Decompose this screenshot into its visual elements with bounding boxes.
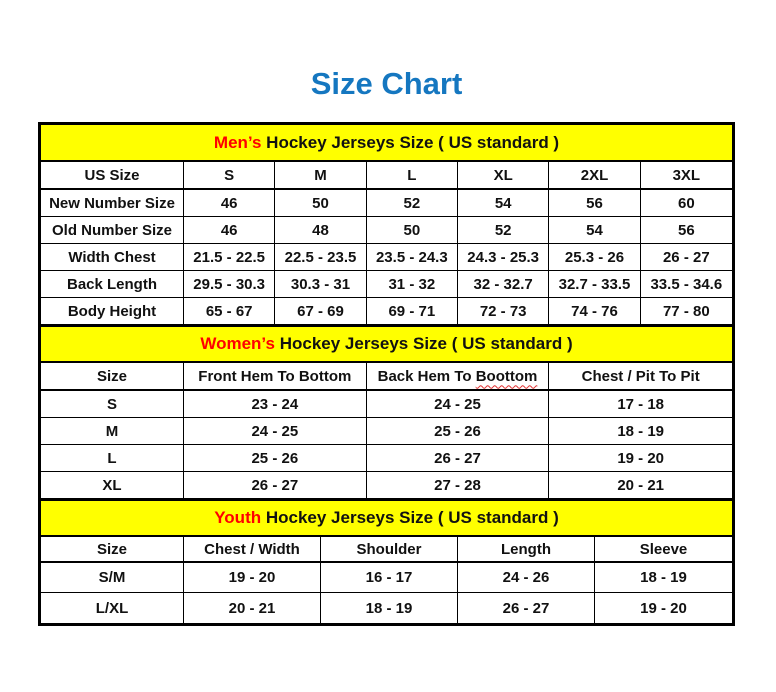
- row-label: L/XL: [41, 593, 184, 623]
- size-value-cell: 24 - 26: [458, 563, 595, 593]
- size-value-cell: 52: [458, 217, 549, 244]
- size-value-cell: 24 - 25: [184, 418, 367, 445]
- size-value-cell: 25 - 26: [184, 445, 367, 472]
- size-value-cell: 25.3 - 26: [549, 244, 640, 271]
- size-value-cell: 23 - 24: [184, 391, 367, 418]
- size-value-cell: 27 - 28: [367, 472, 550, 499]
- size-value-cell: 20 - 21: [184, 593, 321, 623]
- page-title: Size Chart: [310, 66, 463, 101]
- row-label: Width Chest: [41, 244, 184, 271]
- size-value-cell: 26 - 27: [458, 593, 595, 623]
- youth-section-banner: [41, 499, 732, 537]
- size-value-cell: 48: [275, 217, 366, 244]
- size-value-cell: 72 - 73: [458, 298, 549, 325]
- size-value-cell: 67 - 69: [275, 298, 366, 325]
- size-value-cell: 26 - 27: [184, 472, 367, 499]
- size-value-cell: 18 - 19: [549, 418, 732, 445]
- size-value-cell: 19 - 20: [549, 445, 732, 472]
- youth-column-header-chest-width: Chest / Width: [184, 537, 321, 563]
- mens-column-header-m: M: [275, 162, 366, 190]
- size-value-cell: 33.5 - 34.6: [641, 271, 732, 298]
- size-value-cell: 19 - 20: [640, 599, 687, 617]
- size-value-cell: 21.5 - 22.5: [184, 244, 275, 271]
- womens-size-grid: [41, 363, 732, 499]
- size-value-cell: 18 - 19: [321, 593, 458, 623]
- row-label: S/M: [41, 563, 184, 593]
- size-value-cell: 56: [549, 190, 640, 217]
- size-value-cell: 25 - 26: [367, 418, 550, 445]
- back-hem-misspelled-word: Boottom: [475, 367, 538, 385]
- youth-column-header-length: Length: [458, 537, 595, 563]
- size-value-cell: 22.5 - 23.5: [275, 244, 366, 271]
- size-value-cell: 26 - 27: [641, 244, 732, 271]
- size-value-cell: 69 - 71: [367, 298, 458, 325]
- size-value-cell: 30.3 - 31: [275, 271, 366, 298]
- size-value-cell: 18 - 19: [595, 563, 732, 593]
- size-value-cell: 50: [367, 217, 458, 244]
- womens-banner-text: Hockey Jerseys Size ( US standard ): [274, 334, 573, 353]
- mens-column-header-3xl: 3XL: [641, 162, 732, 190]
- youth-column-header-size: Size: [41, 537, 184, 563]
- size-value-cell: 52: [367, 190, 458, 217]
- size-value-cell: 54: [458, 190, 549, 217]
- mens-column-header-2xl: 2XL: [549, 162, 640, 190]
- size-chart-table: [38, 122, 735, 626]
- womens-banner-highlight: Women’s: [200, 334, 275, 353]
- size-value-cell: 54: [549, 217, 640, 244]
- youth-banner-highlight: Youth: [214, 508, 262, 527]
- size-value-cell: 65 - 67: [184, 298, 275, 325]
- womens-column-header-size: Size: [41, 363, 184, 391]
- size-value-cell: 23.5 - 24.3: [367, 244, 458, 271]
- womens-column-header-front-hem: Front Hem To Bottom: [184, 363, 367, 391]
- mens-column-header-s: S: [184, 162, 275, 190]
- mens-banner-highlight: Men’s: [213, 132, 262, 152]
- mens-column-header-us-size: US Size: [41, 162, 184, 190]
- size-value-cell: 24.3 - 25.3: [458, 244, 549, 271]
- back-hem-label-prefix: Back Hem To: [377, 367, 476, 385]
- size-value-cell: 17 - 18: [549, 391, 732, 418]
- mens-column-header-xl: XL: [458, 162, 549, 190]
- size-value-cell: 32 - 32.7: [458, 271, 549, 298]
- youth-column-header-shoulder: Shoulder: [321, 537, 458, 563]
- row-label: L: [41, 445, 184, 472]
- size-value-cell: 60: [641, 190, 732, 217]
- row-label: XL: [41, 472, 184, 499]
- size-value-cell: 74 - 76: [549, 298, 640, 325]
- size-value-cell: 20 - 21: [549, 472, 732, 499]
- youth-banner-text: Hockey Jerseys Size ( US standard ): [261, 508, 559, 527]
- youth-size-grid: [41, 537, 732, 623]
- size-value-cell: 46: [184, 217, 275, 244]
- size-value-cell: 26 - 27: [367, 445, 550, 472]
- size-value-cell: 50: [275, 190, 366, 217]
- mens-size-grid: [41, 162, 732, 325]
- size-value-cell: 32.7 - 33.5: [549, 271, 640, 298]
- size-value-cell: 46: [184, 190, 275, 217]
- row-label: S: [41, 391, 184, 418]
- size-value-cell: 19 - 20: [184, 563, 321, 593]
- mens-section-banner: [41, 125, 732, 162]
- size-value-cell: 77 - 80: [641, 298, 732, 325]
- size-value-cell: 56: [641, 217, 732, 244]
- size-value-cell: 31 - 32: [367, 271, 458, 298]
- row-label: Old Number Size: [41, 217, 184, 244]
- mens-column-header-l: L: [367, 162, 458, 190]
- womens-column-header-back-hem: [367, 363, 550, 391]
- row-label: Body Height: [41, 298, 184, 325]
- youth-column-header-sleeve: Sleeve: [595, 537, 732, 563]
- size-value-cell: 16 - 17: [321, 563, 458, 593]
- womens-column-header-chest: Chest / Pit To Pit: [549, 363, 732, 391]
- row-label: Back Length: [41, 271, 184, 298]
- size-value-cell: 24 - 25: [367, 391, 550, 418]
- mens-banner-text: Hockey Jerseys Size ( US standard ): [261, 132, 560, 152]
- row-label: New Number Size: [41, 190, 184, 217]
- size-value-cell: 29.5 - 30.3: [184, 271, 275, 298]
- womens-section-banner: [41, 325, 732, 363]
- row-label: M: [41, 418, 184, 445]
